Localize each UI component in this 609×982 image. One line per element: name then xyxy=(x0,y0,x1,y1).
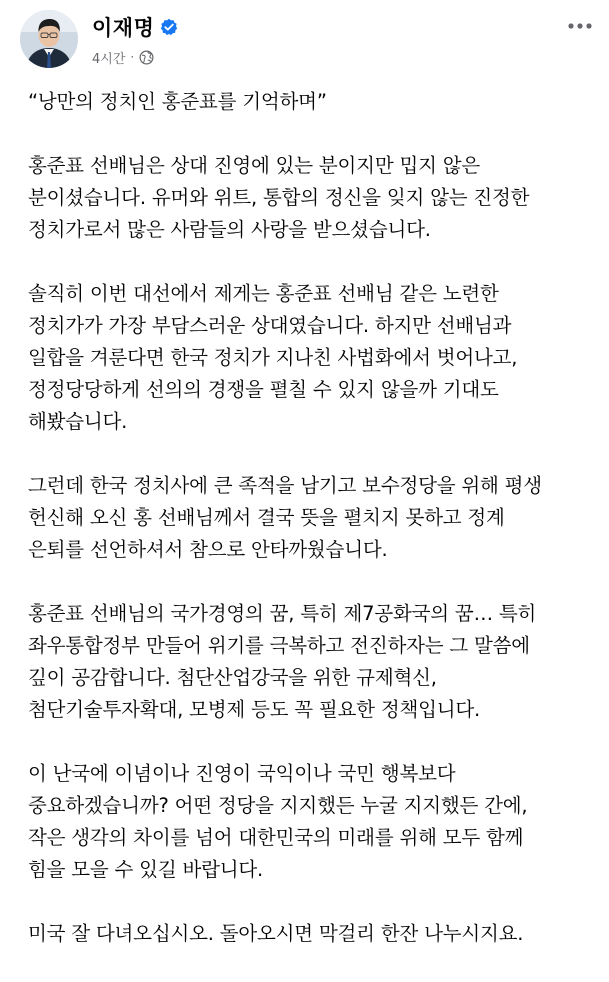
paragraph-3 xyxy=(28,470,593,566)
post-title-line: “낭만의 정치인 홍준표를 기억하며” xyxy=(28,90,327,113)
author-row xyxy=(92,14,178,40)
text-line: 분이셨습니다. 유머와 위트, 통합의 정신을 잊지 않는 진정한 xyxy=(28,186,530,209)
text-line: 정정당당하게 선의의 경쟁을 펼칠 수 있지 않을까 기대도 xyxy=(28,378,499,401)
text-line: 좌우통합정부 만들어 위기를 극복하고 전진하자는 그 말씀에 xyxy=(28,634,530,657)
paragraph-2 xyxy=(28,278,593,438)
text-line: 정치가로서 많은 사람들의 사랑을 받으셨습니다. xyxy=(28,218,431,241)
text-line: 첨단기술투자확대, 모병제 등도 꼭 필요한 정책입니다. xyxy=(28,698,481,721)
text-line: 솔직히 이번 대선에서 제게는 홍준표 선배님 같은 노련한 xyxy=(28,282,499,305)
paragraph-6 xyxy=(28,918,593,950)
text-line: 그런데 한국 정치사에 큰 족적을 남기고 보수정당을 위해 평생 xyxy=(28,474,542,497)
text-line: 일합을 겨룬다면 한국 정치가 지나친 사법화에서 벗어나고, xyxy=(28,346,518,369)
paragraph-5 xyxy=(28,758,593,886)
text-line: 중요하겠습니까? 어떤 정당을 지지했든 누굴 지지했든 간에, xyxy=(28,794,528,817)
paragraph-4 xyxy=(28,598,593,726)
avatar-portrait-icon xyxy=(20,10,78,68)
text-line: 홍준표 선배님은 상대 진영에 있는 분이지만 밉지 않은 xyxy=(28,154,481,177)
text-line: 정치가가 가장 부담스러운 상대였습니다. 하지만 선배님과 xyxy=(28,314,512,337)
post-body xyxy=(28,86,593,982)
text-line: 이 난국에 이념이나 진영이 국익이나 국민 행복보다 xyxy=(28,762,456,785)
text-line: 작은 생각의 차이를 넘어 대한민국의 미래를 위해 모두 함께 xyxy=(28,826,524,849)
post-header xyxy=(20,8,595,78)
text-line: 헌신해 오신 홍 선배님께서 결국 뜻을 펼치지 못하고 정계 xyxy=(28,506,505,529)
verified-badge-icon xyxy=(160,18,178,36)
globe-icon[interactable] xyxy=(139,50,154,65)
paragraph-1 xyxy=(28,150,593,246)
author-name[interactable]: 이재명 xyxy=(92,16,155,40)
text-line: 힘을 모을 수 있길 바랍니다. xyxy=(28,858,263,881)
post-timestamp[interactable]: 4시간 xyxy=(92,51,126,67)
more-options-icon[interactable] xyxy=(565,14,595,38)
post-meta xyxy=(92,48,154,66)
meta-separator: · xyxy=(130,50,135,64)
avatar[interactable] xyxy=(20,10,78,68)
text-line: 은퇴를 선언하셔서 참으로 안타까웠습니다. xyxy=(28,538,388,561)
text-line: 홍준표 선배님의 국가경영의 꿈, 특히 제7공화국의 꿈… 특히 xyxy=(28,602,537,625)
text-line: 미국 잘 다녀오십시오. 돌아오시면 막걸리 한잔 나누시지요. xyxy=(28,922,524,945)
text-line: 깊이 공감합니다. 첨단산업강국을 위한 규제혁신, xyxy=(28,666,437,689)
text-line: 해봤습니다. xyxy=(28,410,128,433)
